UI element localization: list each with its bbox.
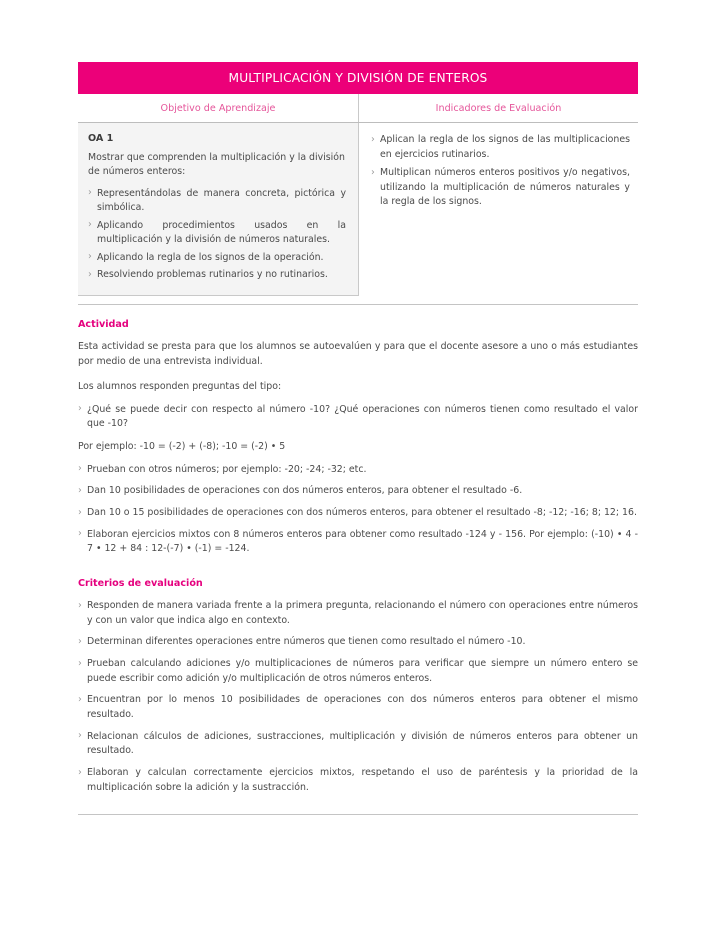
list-item: › Elaboran y calculan correctamente ejercicios mixtos, respetando el uso de paréntesis y la prioridad de la multiplicación sobre la adición y la sustracción. [78, 766, 638, 795]
list-item: › Dan 10 posibilidades de operaciones con dos números enteros, para obtener el resultado -6. [78, 484, 638, 499]
indicadores-list [371, 133, 630, 210]
list-item: › Multiplican números enteros positivos y/o negativos, utilizando la multiplicación de números naturales y la regla de los signos. [371, 166, 630, 210]
objetivo-code: OA 1 [88, 133, 114, 144]
actividad-question-list [78, 403, 638, 432]
indicadores-cell [359, 123, 638, 296]
list-item: › Aplicando procedimientos usados en la multiplicación y la división de números naturales. [88, 219, 346, 248]
actividad-intro: Esta actividad se presta para que los alumnos se autoevalúen y para que el docente asesore a uno o más estudiantes por medio de una entrevista individual. [78, 341, 638, 367]
list-item: › Relacionan cálculos de adiciones, sustracciones, multiplicación y división de números enteros para obtener un resultado. [78, 730, 638, 759]
objetivo-cell [78, 123, 359, 296]
list-item: › Responden de manera variada frente a la primera pregunta, relacionando el número con operaciones entre números y con un valor que indica algo en contexto. [78, 599, 638, 628]
actividad-section [78, 305, 638, 557]
document-content [78, 62, 638, 815]
list-item: › Representándolas de manera concreta, pictórica y simbólica. [88, 187, 346, 216]
list-item: › Prueban con otros números; por ejemplo: -20; -24; -32; etc. [78, 463, 638, 478]
table-body [78, 123, 638, 296]
spacer [78, 432, 638, 440]
list-item: › Dan 10 o 15 posibilidades de operaciones con dos números enteros, para obtener el resultado -8; -12; -16; 8; 12; 16. [78, 506, 638, 521]
objetivo-lead-text: Mostrar que comprenden la multiplicación y la división de números enteros: [88, 152, 345, 178]
criterios-heading: Criterios de evaluación [78, 578, 203, 590]
list-item: › Aplican la regla de los signos de las multiplicaciones en ejercicios rutinarios. [371, 133, 630, 162]
column-header-objetivo: Objetivo de Aprendizaje [78, 94, 359, 122]
actividad-list [78, 463, 638, 557]
section-divider-bottom [78, 814, 638, 815]
actividad-heading: Actividad [78, 319, 129, 331]
spacer [78, 296, 638, 304]
column-header-indicadores: Indicadores de Evaluación [435, 103, 562, 114]
list-item: › Prueban calculando adiciones y/o multiplicaciones de números para verificar que siempre un número entero se puede escribir como adición y/o multiplicación de otros números enteros. [78, 657, 638, 686]
table-banner-title: MULTIPLICACIÓN Y DIVISIÓN DE ENTEROS [78, 62, 638, 94]
list-item: › Determinan diferentes operaciones entre números que tienen como resultado el número -10. [78, 635, 638, 650]
list-item: › Elaboran ejercicios mixtos con 8 números enteros para obtener como resultado -124 y - 156. Por ejemplo: (-10) • 4 - 7 • 12 + 84 : 12-(-7) • (-1) = -124. [78, 528, 638, 557]
criterios-section [78, 576, 638, 795]
list-item: › Encuentran por lo menos 10 posibilidades de operaciones con dos números enteros para obtener el mismo resultado. [78, 693, 638, 722]
learning-objective-table [78, 62, 638, 296]
table-column-headers [78, 94, 638, 123]
list-item: › ¿Qué se puede decir con respecto al número -10? ¿Qué operaciones con números tienen como resultado el valor que -10? [78, 403, 638, 432]
actividad-prompt: Los alumnos responden preguntas del tipo: [78, 380, 282, 392]
objetivo-list [88, 187, 346, 283]
list-item: › Resolviendo problemas rutinarios y no rutinarios. [88, 268, 346, 283]
actividad-example-line: Por ejemplo: -10 = (-2) + (-8); -10 = (-2) • 5 [78, 440, 286, 452]
spacer [78, 564, 638, 576]
criterios-list [78, 599, 638, 795]
spacer [78, 802, 638, 814]
list-item: › Aplicando la regla de los signos de la operación. [88, 251, 346, 266]
